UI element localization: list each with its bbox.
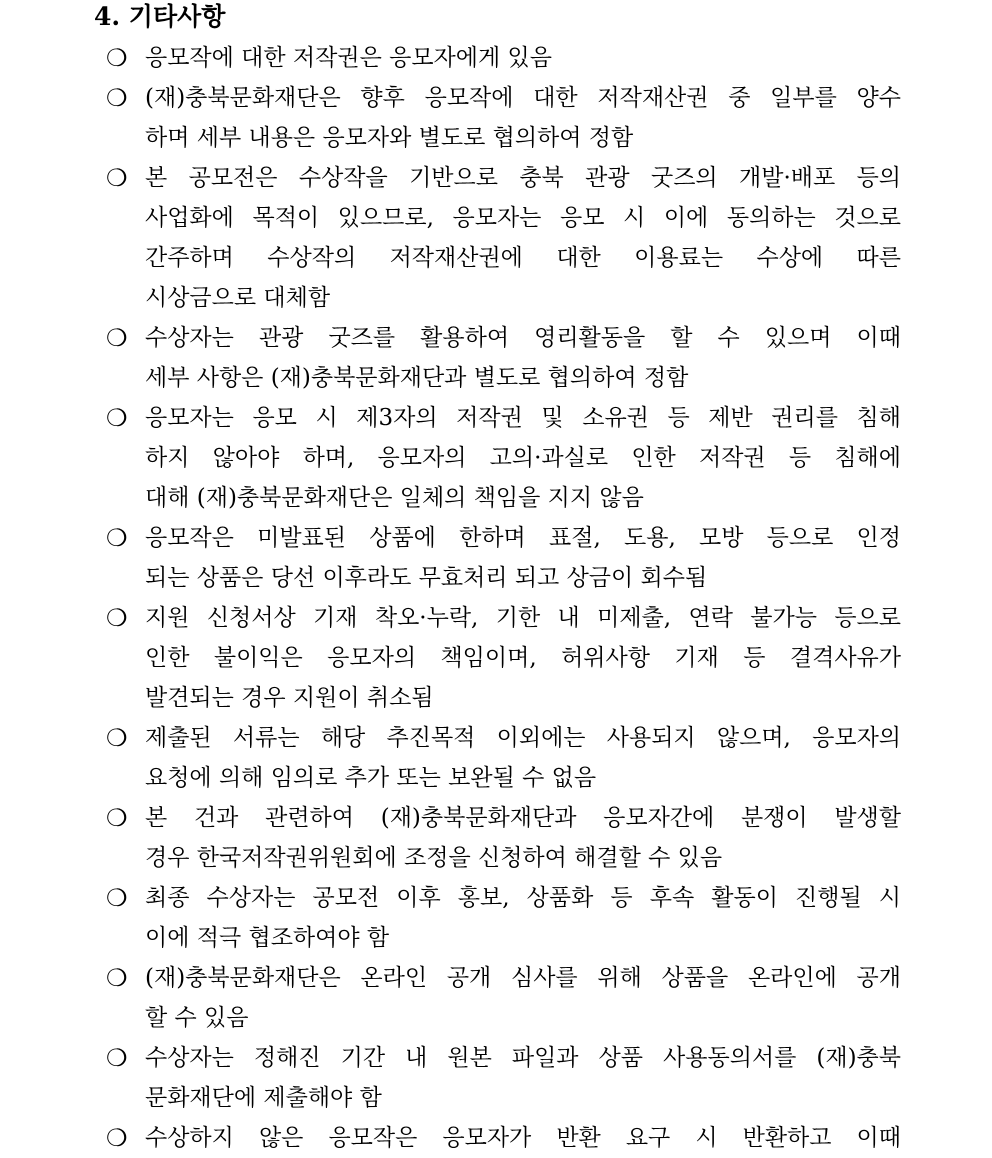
list-item	[106, 38, 906, 78]
list-item	[106, 398, 906, 518]
item-text-line: 대해 (재)충북문화재단은 일체의 책임을 지지 않음	[145, 485, 644, 511]
bullet-circle-icon: ❍	[106, 44, 128, 72]
item-text-line: 인한 불이익은 응모자의 책임이며, 허위사항 기재 등 결격사유가	[145, 645, 901, 671]
item-text-line: 하며 세부 내용은 응모자와 별도로 협의하여 정함	[145, 125, 634, 151]
item-text-line: (재)충북문화재단은 향후 응모작에 대한 저작재산권 중 일부를 양수	[145, 85, 901, 111]
item-text-line: 요청에 의해 임의로 추가 또는 보완될 수 없음	[145, 765, 597, 791]
item-text-line: 간주하며 수상작의 저작재산권에 대한 이용료는 수상에 따른	[145, 245, 901, 271]
item-text-line: 응모작은 미발표된 상품에 한하며 표절, 도용, 모방 등으로 인정	[145, 525, 901, 551]
item-text-line: 사업화에 목적이 있으므로, 응모자는 응모 시 이에 동의하는 것으로	[145, 205, 901, 231]
item-text-line: 응모자는 응모 시 제3자의 저작권 및 소유권 등 제반 권리를 침해	[145, 405, 901, 431]
item-text-line: 지원 신청서상 기재 착오·누락, 기한 내 미제출, 연락 불가능 등으로	[145, 605, 901, 631]
item-text-line: (재)충북문화재단은 온라인 공개 심사를 위해 상품을 온라인에 공개	[145, 965, 901, 991]
list-item	[106, 798, 906, 878]
item-text-line: 되는 상품은 당선 이후라도 무효처리 되고 상금이 회수됨	[145, 565, 708, 591]
list-item	[106, 318, 906, 398]
bullet-circle-icon: ❍	[106, 84, 128, 112]
list-item	[106, 78, 906, 158]
list-item	[106, 878, 906, 958]
list-item	[106, 958, 906, 1038]
list-item	[106, 1038, 906, 1118]
bullet-circle-icon: ❍	[106, 1124, 128, 1152]
bullet-circle-icon: ❍	[106, 1044, 128, 1072]
item-text-line: 할 수 있음	[145, 1005, 249, 1031]
list-item	[106, 518, 906, 598]
item-text-line: 수상하지 않은 응모작은 응모자가 반환 요구 시 반환하고 이때	[145, 1125, 901, 1151]
item-text-line: 이에 적극 협조하여야 함	[145, 925, 390, 951]
item-text-line: 시상금으로 대체함	[145, 285, 331, 311]
bullet-circle-icon: ❍	[106, 724, 128, 752]
list-item	[106, 1118, 906, 1158]
item-text-line: 하지 않아야 하며, 응모자의 고의·과실로 인한 저작권 등 침해에	[145, 445, 901, 471]
list-item	[106, 158, 906, 318]
section-title: 4. 기타사항	[94, 2, 226, 31]
item-text-line: 경우 한국저작권위원회에 조정을 신청하여 해결할 수 있음	[145, 845, 723, 871]
bullet-circle-icon: ❍	[106, 404, 128, 432]
bullet-circle-icon: ❍	[106, 804, 128, 832]
bullet-circle-icon: ❍	[106, 604, 128, 632]
bullet-circle-icon: ❍	[106, 964, 128, 992]
bullet-circle-icon: ❍	[106, 324, 128, 352]
item-text-line: 문화재단에 제출해야 함	[145, 1085, 382, 1111]
item-text-line: 제출된 서류는 해당 추진목적 이외에는 사용되지 않으며, 응모자의	[145, 725, 901, 751]
item-text-line: 수상자는 정해진 기간 내 원본 파일과 상품 사용동의서를 (재)충북	[145, 1045, 901, 1071]
list-item	[106, 718, 906, 798]
bullet-circle-icon: ❍	[106, 884, 128, 912]
item-text-line: 세부 사항은 (재)충북문화재단과 별도로 협의하여 정함	[145, 365, 689, 391]
list-item	[106, 598, 906, 718]
item-text-line: 수상자는 관광 굿즈를 활용하여 영리활동을 할 수 있으며 이때	[145, 325, 901, 351]
item-text-line: 본 공모전은 수상작을 기반으로 충북 관광 굿즈의 개발·배포 등의	[145, 165, 901, 191]
item-text-line: 발견되는 경우 지원이 취소됨	[145, 685, 434, 711]
bullet-circle-icon: ❍	[106, 524, 128, 552]
item-text-line: 응모작에 대한 저작권은 응모자에게 있음	[145, 45, 552, 71]
item-text-line: 최종 수상자는 공모전 이후 홍보, 상품화 등 후속 활동이 진행될 시	[145, 885, 901, 911]
item-text-line: 본 건과 관련하여 (재)충북문화재단과 응모자간에 분쟁이 발생할	[145, 805, 901, 831]
bullet-circle-icon: ❍	[106, 164, 128, 192]
